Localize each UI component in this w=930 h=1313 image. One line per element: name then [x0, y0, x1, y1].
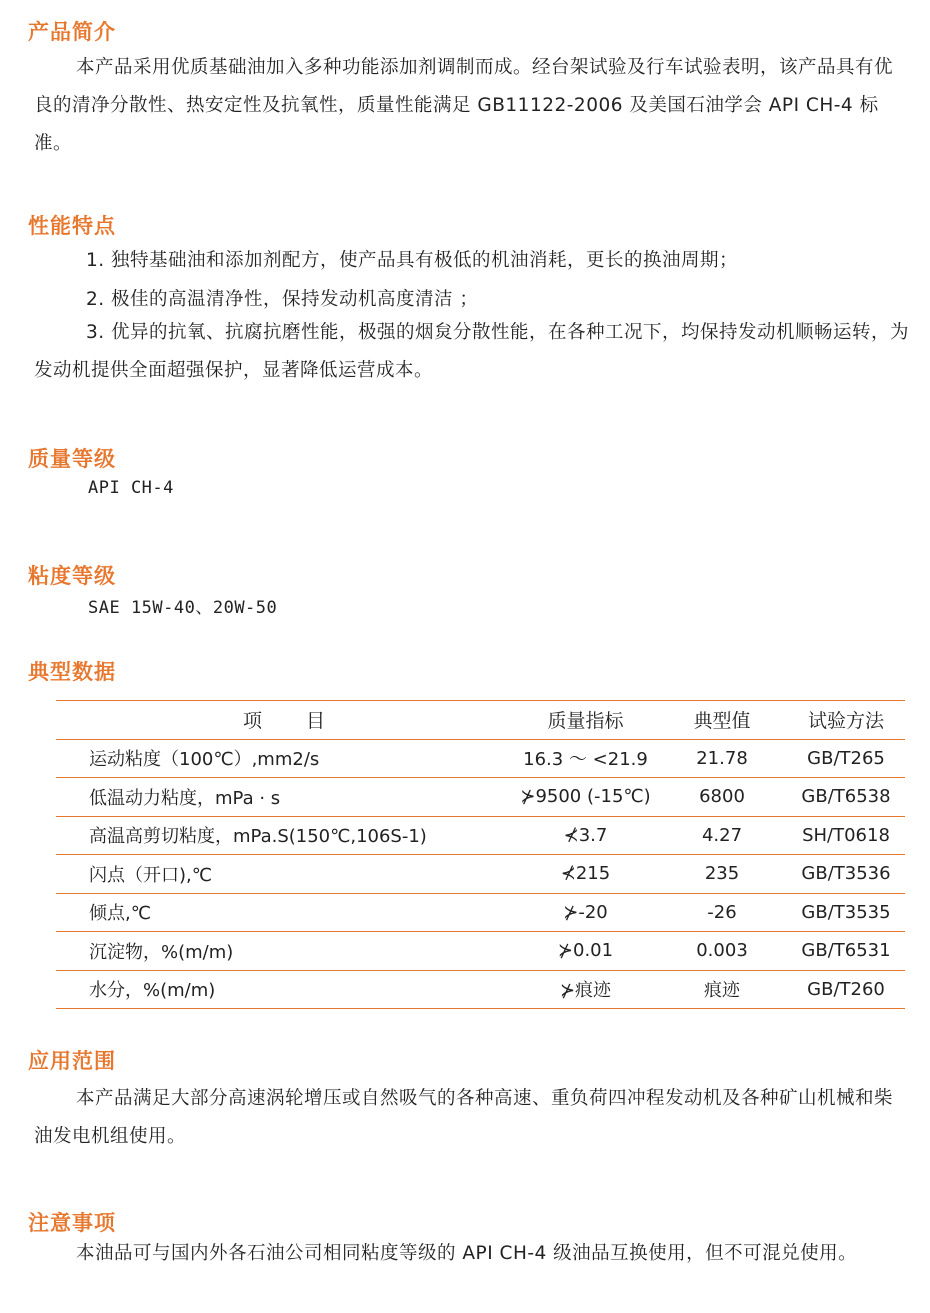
row-item: 运动粘度（100℃）,mm2/s: [56, 739, 514, 778]
header-item: 项 目: [56, 701, 514, 740]
row-item: 水分，%(m/m): [56, 970, 514, 1009]
row-typical: 痕迹: [657, 970, 787, 1009]
row-method: GB/T6538: [787, 778, 905, 817]
row-spec: ⊀3.7: [514, 816, 657, 855]
table-header-row: [56, 701, 905, 740]
row-spec: 16.3 ～ <21.9: [514, 739, 657, 778]
row-item: 低温动力粘度，mPa · s: [56, 778, 514, 817]
table-row: [56, 855, 905, 894]
row-spec: ⊁0.01: [514, 932, 657, 971]
row-typical: -26: [657, 893, 787, 932]
feature-item-1: 1. 独特基础油和添加剂配方，使产品具有极低的机油消耗，更长的换油周期；: [86, 250, 739, 271]
table-row: [56, 816, 905, 855]
row-typical: 235: [657, 855, 787, 894]
feature-item-2: 2. 极佳的高温清净性，保持发动机高度清洁 ；: [86, 289, 479, 310]
row-spec: ⊁痕迹: [514, 970, 657, 1009]
header-spec: 质量指标: [514, 701, 657, 740]
section-title-features: 性能特点: [28, 214, 116, 238]
row-spec: ⊁9500 (-15℃): [514, 778, 657, 817]
row-item: 高温高剪切粘度，mPa.S(150℃,106S-1): [56, 816, 514, 855]
application-text: 本产品满足大部分高速涡轮增压或自然吸气的各种高速、重负荷四冲程发动机及各种矿山机械和柴油发电机组使用。: [34, 1088, 894, 1147]
row-typical: 4.27: [657, 816, 787, 855]
intro-paragraph: [34, 49, 910, 163]
section-title-quality-grade: 质量等级: [28, 447, 116, 471]
row-typical: 6800: [657, 778, 787, 817]
notes-paragraph: [34, 1235, 910, 1273]
header-method: 试验方法: [787, 701, 905, 740]
feature-item-3: 3. 优异的抗氧、抗腐抗磨性能，极强的烟炱分散性能，在各种工况下，均保持发动机顺畅运转，为发动机提供全面超强保护，显著降低运营成本。: [34, 322, 910, 381]
section-title-intro: 产品简介: [28, 20, 116, 44]
intro-text: 本产品采用优质基础油加入多种功能添加剂调制而成。经台架试验及行车试验表明，该产品具有优良的清净分散性、热安定性及抗氧性，质量性能满足 GB11122-2006 及美国石油学会 API CH-4 标准。: [34, 57, 894, 154]
table-row: [56, 893, 905, 932]
table-row: [56, 932, 905, 971]
feature-item-3-paragraph: [34, 314, 910, 390]
quality-grade-value: API CH-4: [88, 478, 174, 498]
row-method: GB/T260: [787, 970, 905, 1009]
row-method: GB/T3535: [787, 893, 905, 932]
row-typical: 0.003: [657, 932, 787, 971]
table-row: [56, 970, 905, 1009]
header-typical: 典型值: [657, 701, 787, 740]
table-row: [56, 739, 905, 778]
section-title-typical-data: 典型数据: [28, 660, 116, 684]
table-row: [56, 778, 905, 817]
viscosity-grade-value: SAE 15W-40、20W-50: [88, 598, 278, 618]
section-title-viscosity-grade: 粘度等级: [28, 564, 116, 588]
section-title-notes: 注意事项: [28, 1211, 116, 1235]
row-item: 沉淀物，%(m/m): [56, 932, 514, 971]
row-spec: ⊁-20: [514, 893, 657, 932]
row-item: 闪点（开口),℃: [56, 855, 514, 894]
typical-data-table: [56, 700, 905, 1009]
section-title-application: 应用范围: [28, 1049, 116, 1073]
row-method: GB/T265: [787, 739, 905, 778]
row-spec: ⊀215: [514, 855, 657, 894]
row-method: GB/T3536: [787, 855, 905, 894]
row-typical: 21.78: [657, 739, 787, 778]
row-method: GB/T6531: [787, 932, 905, 971]
row-item: 倾点,℃: [56, 893, 514, 932]
notes-text: 本油品可与国内外各石油公司相同粘度等级的 API CH-4 级油品互换使用，但不可混兑使用。: [76, 1243, 858, 1264]
application-paragraph: [34, 1080, 910, 1156]
row-method: SH/T0618: [787, 816, 905, 855]
